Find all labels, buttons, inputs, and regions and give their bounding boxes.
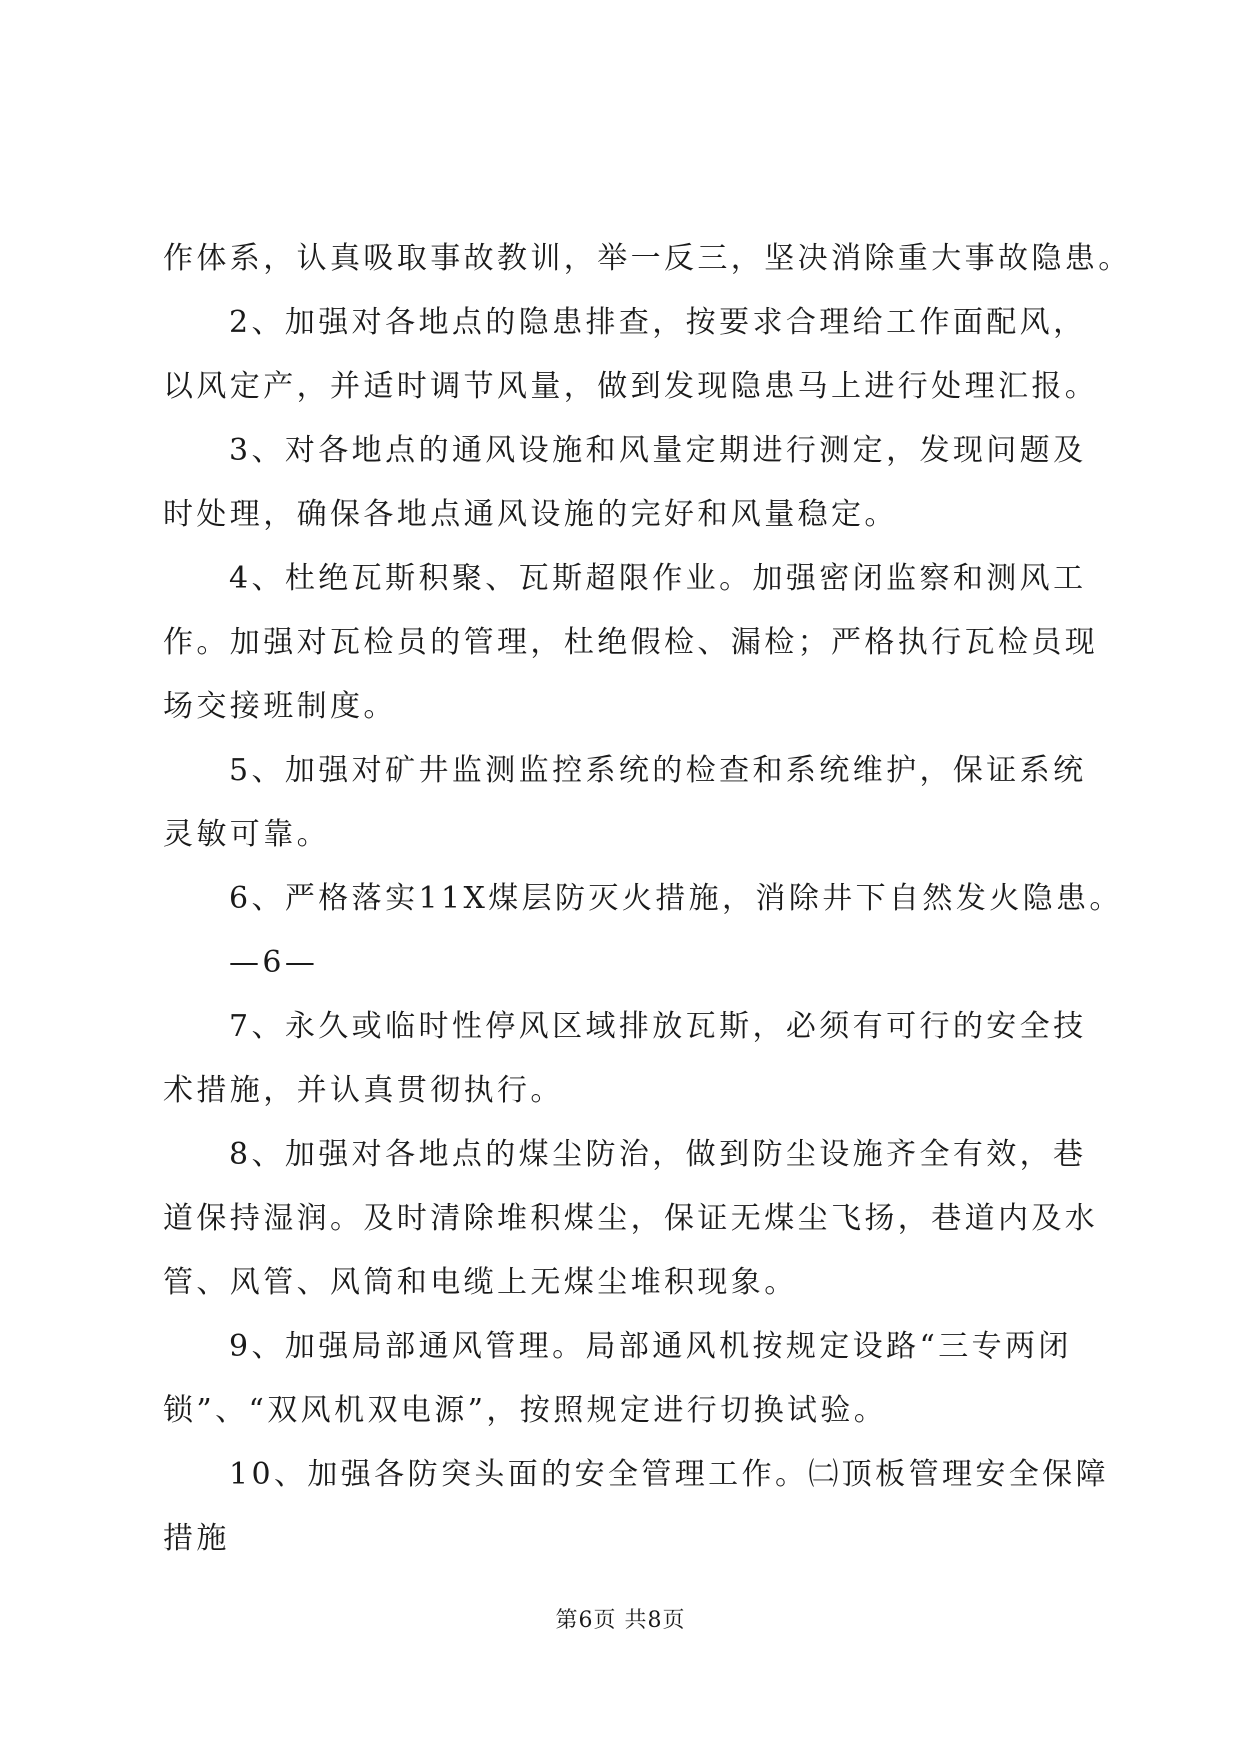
inline-page-marker: —6—: [229, 945, 319, 980]
item-8-line-1: 8、加强对各地点的煤尘防治，做到防尘设施齐全有效，巷: [229, 1137, 1087, 1172]
item-10-line-1: 10、加强各防突头面的安全管理工作。㈡顶板管理安全保障: [229, 1457, 1109, 1492]
item-3-line-1: 3、对各地点的通风设施和风量定期进行测定，发现问题及: [229, 433, 1087, 468]
document-body: [163, 227, 1132, 1571]
item-8-line-2: 道保持湿润。及时清除堆积煤尘，保证无煤尘飞扬，巷道内及水: [163, 1201, 1099, 1236]
item-2-line-2: 以风定产，并适时调节风量，做到发现隐患马上进行处理汇报。: [163, 369, 1099, 404]
item-8-line-3: 管、风管、风筒和电缆上无煤尘堆积现象。: [163, 1265, 798, 1300]
item-9-line-2: 锁”、“双风机双电源”，按照规定进行切换试验。: [163, 1393, 888, 1428]
item-5-line-1: 5、加强对矿井监测监控系统的检查和系统维护，保证系统: [229, 753, 1087, 788]
item-6-line-1: 6、严格落实11X煤层防灭火措施，消除井下自然发火隐患。: [229, 881, 1123, 916]
item-3-line-2: 时处理，确保各地点通风设施的完好和风量稳定。: [163, 497, 898, 532]
item-2-line-1: 2、加强对各地点的隐患排查，按要求合理给工作面配风，: [229, 305, 1087, 340]
item-4-line-1: 4、杜绝瓦斯积聚、瓦斯超限作业。加强密闭监察和测风工: [229, 561, 1087, 596]
item-4-line-2: 作。加强对瓦检员的管理，杜绝假检、漏检；严格执行瓦检员现: [163, 625, 1099, 660]
item-7-line-1: 7、永久或临时性停风区域排放瓦斯，必须有可行的安全技: [229, 1009, 1087, 1044]
item-7-line-2: 术措施，并认真贯彻执行。: [163, 1073, 564, 1108]
item-10-line-2: 措施: [163, 1521, 230, 1556]
item-9-line-1: 9、加强局部通风管理。局部通风机按规定设路“三专两闭: [229, 1329, 1072, 1364]
item-5-line-2: 灵敏可靠。: [163, 817, 330, 852]
item-4-line-3: 场交接班制度。: [163, 689, 397, 724]
page-number-label: 第6页 共8页: [555, 1608, 686, 1633]
page-footer: [0, 1606, 1241, 1636]
text-line-continuation: 作体系，认真吸取事故教训，举一反三，坚决消除重大事故隐患。: [163, 241, 1132, 276]
